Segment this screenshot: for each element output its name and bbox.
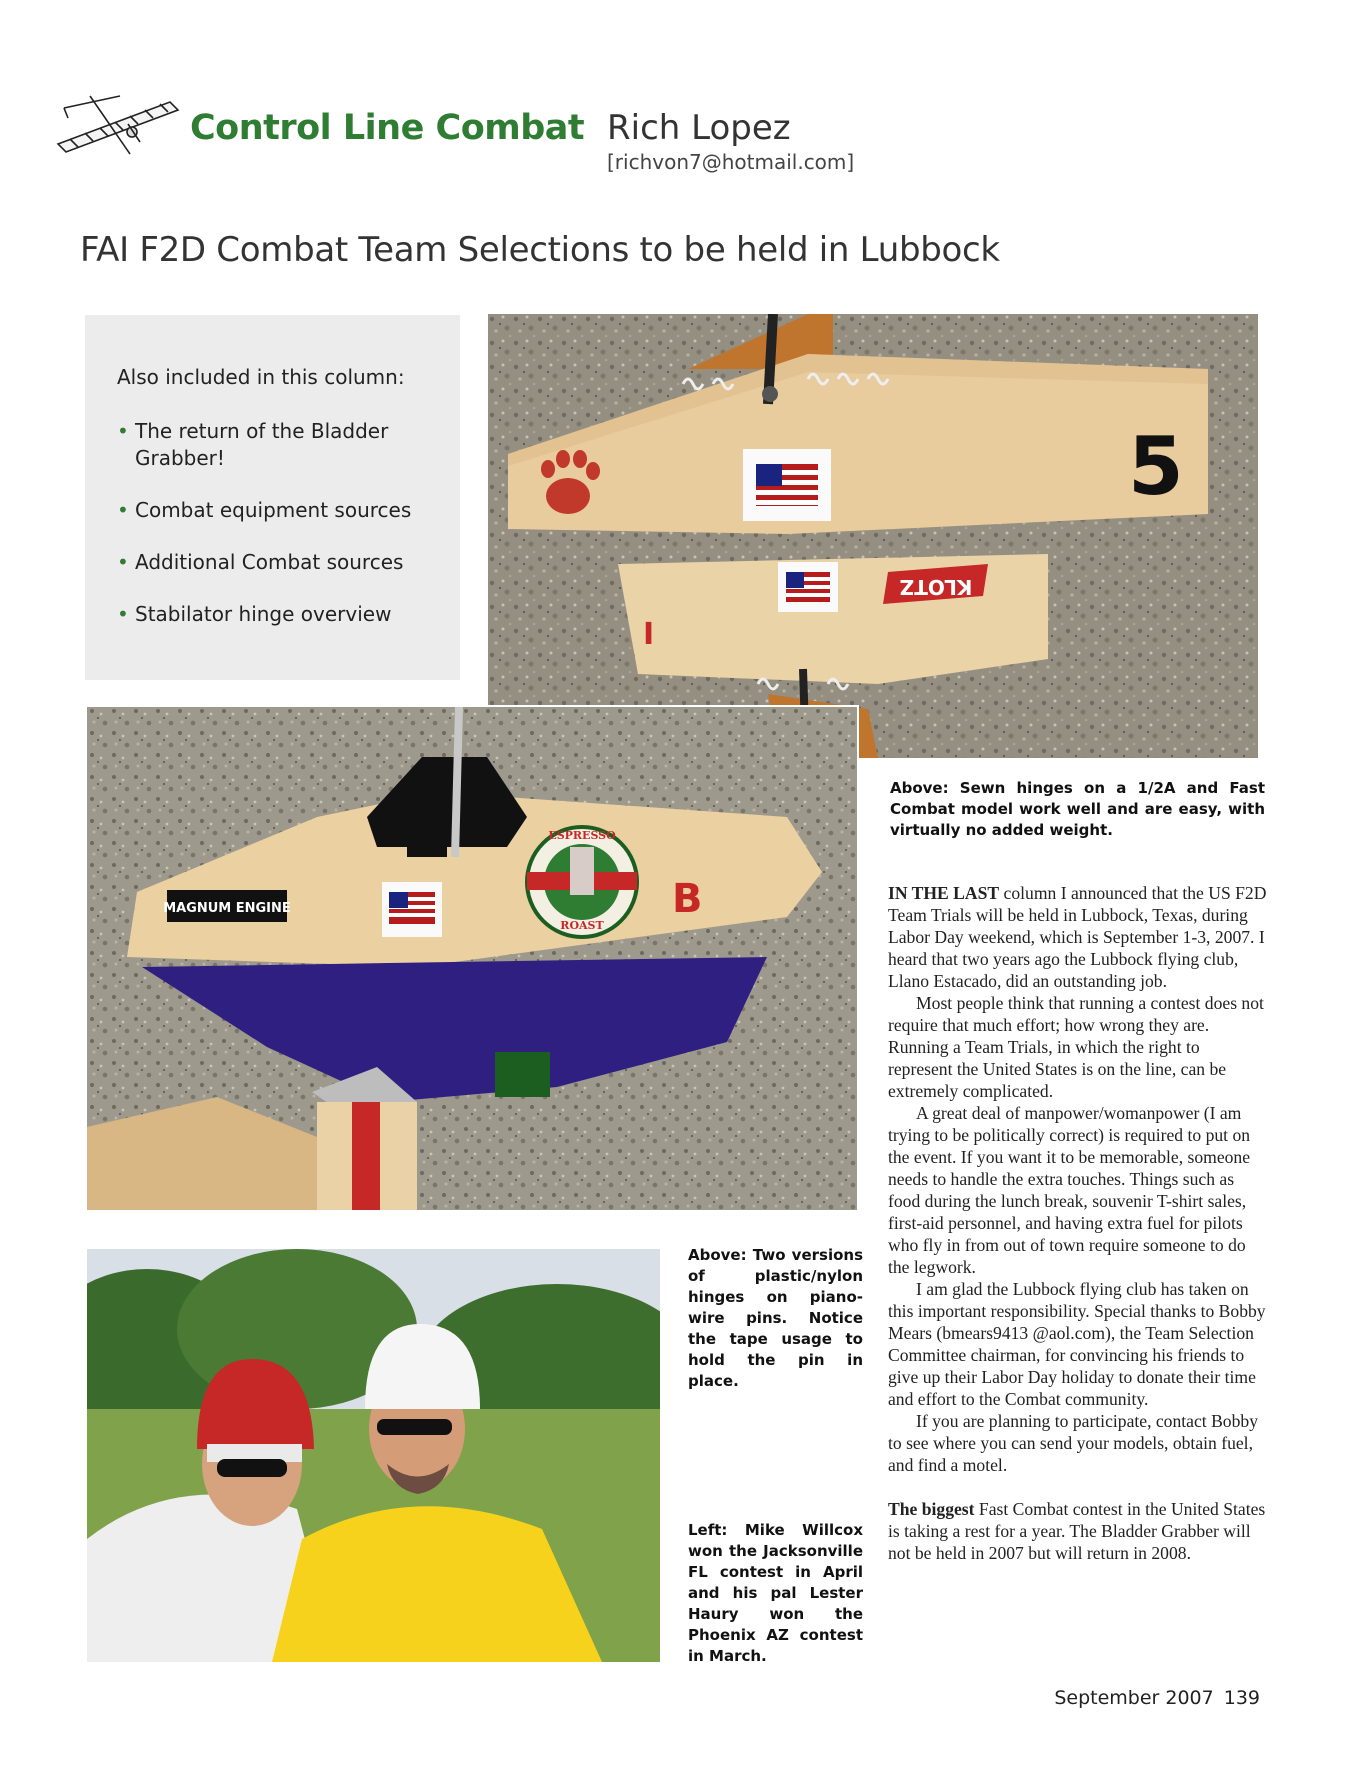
article-paragraph: If you are planning to participate, contact Bobby to see where you can send your models, obtain fuel, and find a motel.	[888, 1411, 1258, 1475]
svg-text:ROAST: ROAST	[560, 919, 604, 932]
page-number: 139	[1223, 1687, 1260, 1709]
sidebar-item: • Additional Combat sources	[117, 550, 404, 574]
article-paragraph: The biggest Fast Combat contest in the United States is taking a rest for a year. The Bladder Grabber will not be held in 2007 but will return in 2008.	[888, 1499, 1266, 1563]
sidebar-item: • Stabilator hinge overview	[117, 602, 392, 626]
us-flag-decal-icon	[743, 449, 831, 521]
control-line-airplane-icon	[50, 88, 190, 166]
sidebar-heading: Also included in this column:	[117, 365, 405, 389]
paragraph-lead: IN THE LAST	[888, 883, 1000, 903]
model-number-label: 5	[1128, 420, 1184, 513]
article-paragraph: IN THE LAST column I announced that the US F2D Team Trials will be held in Lubbock, Texas, during Labor Day weekend, which is September 1-3, 2007. I heard that two years ago the Lubbock flying club, Llano Estacado, did an outstanding job.	[888, 883, 1267, 991]
sidebar-item: • The return of the Bladder Grabber!	[117, 419, 389, 470]
photo-pilots	[85, 1247, 662, 1664]
paragraph-lead: The biggest	[888, 1499, 975, 1519]
sidebar-box	[85, 315, 460, 680]
sidebar-list	[117, 418, 447, 653]
bullet-icon: •	[117, 550, 129, 574]
model-letter-label: B	[672, 876, 703, 922]
author-name: Rich Lopez	[607, 108, 791, 148]
svg-text:KLOTZ: KLOTZ	[899, 575, 973, 599]
caption-plastic-hinges: Above: Two versions of plastic/nylon hinges on piano-wire pins. Notice the tape usage to hold the pin in place.	[688, 1246, 863, 1390]
caption-sewn-hinges: Above: Sewn hinges on a 1/2A and Fast Combat model work well and are easy, with virtually no added weight.	[890, 779, 1265, 839]
caption-pilots: Left: Mike Willcox won the Jacksonville FL contest in April and his pal Lester Haury won the Phoenix AZ contest in March.	[688, 1521, 863, 1665]
svg-text:ESPRESSO: ESPRESSO	[548, 829, 616, 842]
photo-sewn-hinges	[486, 312, 1260, 760]
bullet-icon: •	[117, 419, 129, 443]
photo-plastic-hinges	[85, 705, 859, 1212]
article-paragraph: I am glad the Lubbock flying club has taken on this important responsibility. Special thanks to Bobby Mears (bmears9413 @aol.com), the Team Selection Committee chairman, for convincing his friends to give up their Labor Day holiday to donate their time and effort to the Combat community.	[888, 1279, 1266, 1409]
author-email: [richvon7@hotmail.com]	[607, 150, 855, 174]
small-model-label: I	[643, 617, 655, 652]
issue-date: September 2007	[1054, 1687, 1214, 1709]
bullet-icon: •	[117, 602, 129, 626]
page-footer	[1054, 1687, 1260, 1709]
espresso-roast-decal-icon	[527, 827, 637, 937]
us-flag-decal-icon	[382, 882, 442, 937]
article-headline: FAI F2D Combat Team Selections to be held in Lubbock	[80, 230, 1000, 270]
column-title: Control Line Combat	[190, 108, 585, 148]
svg-text:MAGNUM ENGINE: MAGNUM ENGINE	[163, 901, 291, 916]
us-flag-small-decal-icon	[778, 562, 838, 612]
magnum-engine-decal-icon	[163, 890, 291, 922]
article-body	[888, 882, 1268, 1564]
article-paragraph: A great deal of manpower/womanpower (I am trying to be politically correct) is required to put on the event. If you want it to be memorable, someone needs to handle the extra touches. Things such as food during the lunch break, souvenir T-shirt sales, first-aid personnel, and having extra fuel for pilots who fly in from out of town require someone to do the legwork.	[888, 1103, 1251, 1277]
article-paragraph: Most people think that running a contest does not require that much effort; how wrong they are. Running a Team Trials, in which the right to represent the United States is on the line, can be extremely complicated.	[888, 993, 1264, 1101]
bullet-icon: •	[117, 498, 129, 522]
sidebar-item: • Combat equipment sources	[117, 498, 412, 522]
